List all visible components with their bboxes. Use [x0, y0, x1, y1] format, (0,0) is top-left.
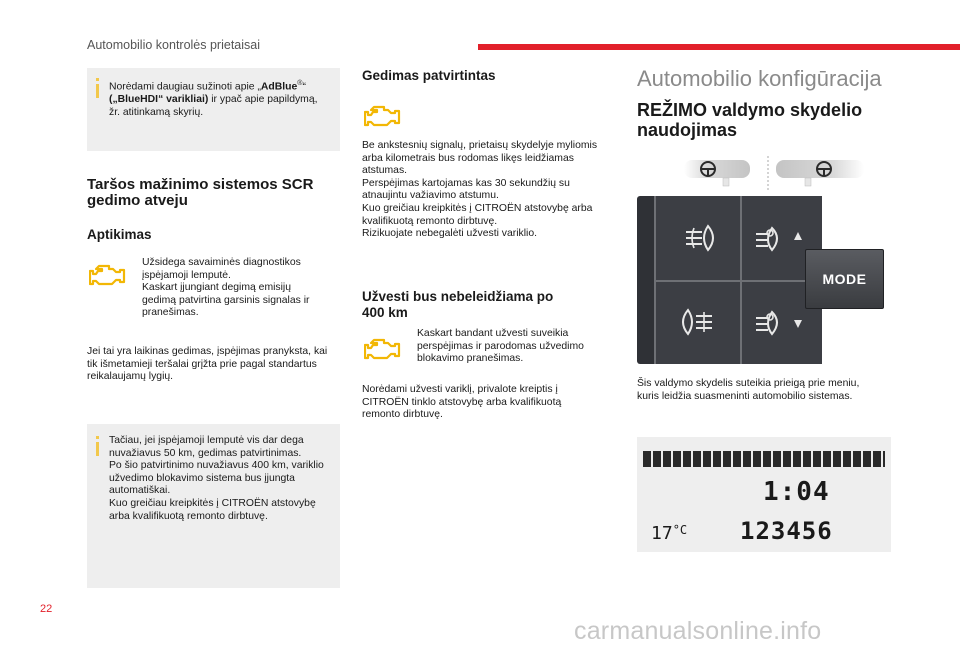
engine-warning-icon — [89, 262, 129, 290]
start-blocked-text: Kaskart bandant užvesti suveikia perspėjimas ir parodomas užvedimo blokavimo pranešimas. — [417, 328, 584, 365]
rear-fog-light-button[interactable] — [656, 282, 740, 364]
mode-panel-title: REŽIMO valdymo skydelio naudojimas — [637, 100, 863, 140]
control-panel — [637, 196, 822, 364]
rear-fog-light-icon — [656, 282, 740, 364]
title-start-blocked: Užvesti bus nebeleidžiama po 400 km — [362, 289, 554, 320]
front-fog-light-icon — [656, 196, 740, 280]
restart-instructions: Norėdami užvesti variklį, privalote kreiptis į CITROËN tinklo atstovybę arba kvalifikuotą remonto dirbtuvę. — [362, 384, 562, 421]
page-number: 22 — [40, 603, 53, 615]
info-note-confirmation — [87, 424, 340, 588]
mode-button[interactable] — [805, 249, 884, 309]
note-adblue-text: Norėdami daugiau sužinoti apie „AdBlue®“ („BlueHDI“ varikliai) ir ypač apie papildymą, žr. atitinkamą skyrių. — [109, 80, 318, 118]
note-confirmation-text: Tačiau, jei įspėjamoji lemputė vis dar dega nuvažiavus 50 km, gedimas patvirtinimas. Po šio patvirtinimo nuvažiavus 400 km, variklio užvedimo blokavimo sistema bus įjungta automatiškai. Kuo greičiau kreipkitės į CITROËN atstovybę arba kvalifikuotą remonto dirbtuvę. — [109, 435, 324, 522]
outside-temperature: $17^{^\circ C}$ — [651, 523, 688, 544]
info-note-adblue — [87, 68, 340, 151]
engine-warning-icon — [364, 103, 404, 131]
dot-matrix-row — [643, 451, 885, 467]
instrument-display — [637, 437, 891, 552]
note-marker-dot — [96, 436, 99, 439]
odometer-display: 123456 — [740, 517, 833, 545]
temporary-fault-paragraph: Jei tai yra laikinas gedimas, įspėjimas pranyksta, kai tik išmetamieji teršalai grįžta prie pagal standartus reikalaujamų lygių. — [87, 346, 328, 383]
engine-warning-icon — [364, 336, 404, 364]
header-accent-bar — [478, 44, 960, 50]
note-marker-line — [96, 442, 99, 456]
watermark: carmanualsonline.info — [574, 617, 822, 645]
subheading-detection: Aptikimas — [87, 227, 152, 242]
note-marker-line — [96, 84, 99, 98]
front-fog-light-button[interactable] — [656, 196, 740, 280]
clock-display: 1:04 — [763, 477, 830, 507]
fault-confirmed-text: Be ankstesnių signalų, prietaisų skydelyje myliomis arba kilometrais bus rodomas likęs leidžiamas atstumas. Perspėjimas kartojamas kas 30 sekundžių su atnaujintu važiavimo atstumu. Kuo greičiau kreipkitės į CITROËN atstovybę arba kvalifikuotą remonto dirbtuvę. Rizikuojate nebegalėti užvesti variklio. — [362, 140, 598, 240]
section-title-scr: Taršos mažinimo sistemos SCR gedimo atveju — [87, 176, 314, 209]
detection-text: Užsidega savaiminės diagnostikos įspėjamoji lemputė. Kaskart įjungiant degimą emisijų gedimą patvirtina garsinis signalas ir pranešimas. — [142, 257, 310, 319]
chapter-title: Automobilio konfigūracija — [637, 66, 882, 91]
steering-wheel-illustration — [684, 156, 864, 192]
mode-panel-description: Šis valdymo skydelis suteikia prieigą prie meniu, kuris leidžia suasmeninti automobilio sistemas. — [637, 378, 860, 402]
title-fault-confirmed: Gedimas patvirtintas — [362, 68, 496, 83]
mode-button-label: MODE — [822, 271, 867, 287]
running-header: Automobilio kontrolės prietaisai — [87, 38, 261, 52]
note-marker-dot — [96, 78, 99, 81]
